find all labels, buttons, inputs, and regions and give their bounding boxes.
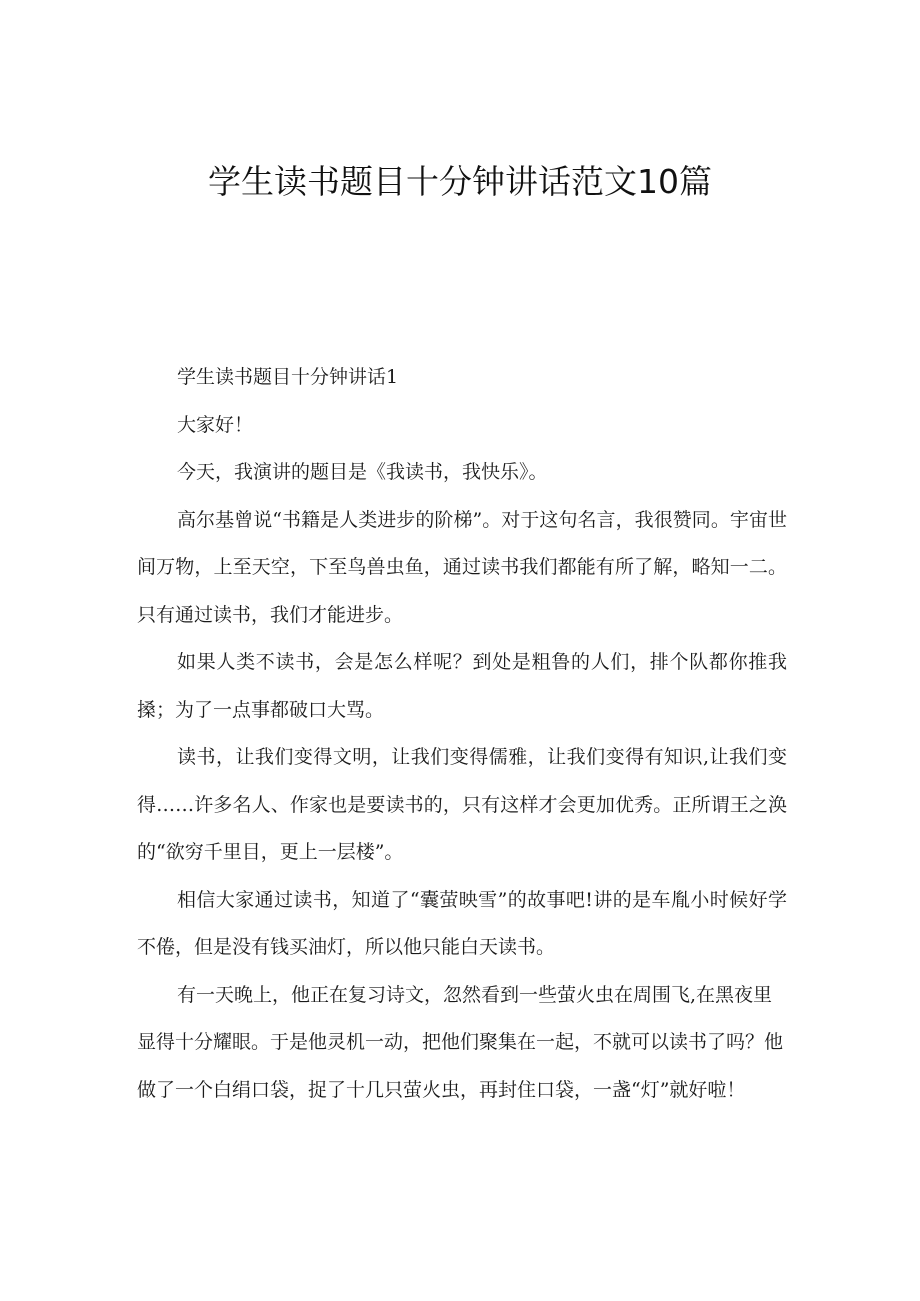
paragraph-firefly-night: 有一天晚上，他正在复习诗文，忽然看到一些萤火虫在周围飞,在黑夜里显得十分耀眼。于是他灵机一动，把他们聚集在一起，不就可以读书了吗？他做了一个白绢口袋，捉了十几只萤火虫，再封住口袋，一盏“灯”就好啦！	[137, 983, 784, 1101]
document-title: 学生读书题目十分钟讲话范文10篇	[208, 162, 712, 201]
paragraph-reading-benefits: 读书，让我们变得文明，让我们变得儒雅，让我们变得有知识,让我们变得……许多名人、作家也是要读书的，只有这样才会更加优秀。正所谓王之涣的“欲穷千里目，更上一层楼”。	[137, 746, 787, 863]
paragraph-topic: 今天，我演讲的题目是《我读书，我快乐》。	[177, 461, 548, 483]
paragraph-firefly-story: 相信大家通过读书，知道了“囊萤映雪”的故事吧!讲的是车胤小时候好学不倦，但是没有钱买油灯，所以他只能白天读书。	[137, 888, 787, 958]
document-body	[137, 354, 787, 1114]
paragraph-gorky-quote: 高尔基曾说“书籍是人类进步的阶梯”。对于这句名言，我很赞同。宇宙世间万物，上至天空，下至鸟兽虫鱼，通过读书我们都能有所了解，略知一二。只有通过读书，我们才能进步。	[137, 508, 787, 626]
section-heading: 学生读书题目十分钟讲话1	[177, 366, 399, 388]
paragraph-if-not-reading: 如果人类不读书，会是怎么样呢？到处是粗鲁的人们，排个队都你推我搡；为了一点事都破口大骂。	[137, 651, 787, 721]
paragraph-greeting: 大家好！	[177, 413, 254, 436]
